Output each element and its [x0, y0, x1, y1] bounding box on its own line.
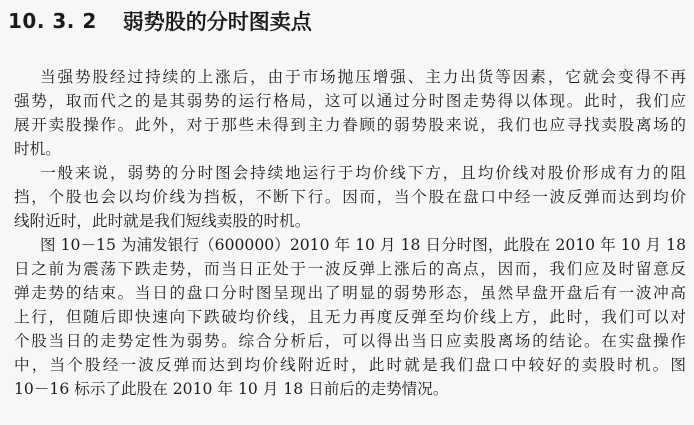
section-title: 弱势股的分时图卖点	[122, 10, 312, 34]
paragraph-2-line-1: 一般来说，弱势的分时图会持续地运行于均价线下方，且均价线对股价形成有力的阻	[40, 164, 686, 182]
section-number: 10. 3. 2	[8, 9, 97, 33]
paragraph-3-line-6: 中，当个股经一波反弹而达到均价线附近时，此时就是我们盘口中较好的卖股时机。图	[14, 356, 686, 374]
paragraph-2-line-3: 线附近时，此时就是我们短线卖股的时机。	[14, 212, 311, 230]
paragraph-3-line-5: 个股当日的走势定性为弱势。综合分析后，可以得出当日应卖股离场的结论。在实盘操作	[14, 332, 686, 350]
paragraph-1-line-2: 强势，取而代之的是其弱势的运行格局，这可以通过分时图走势得以体现。此时，我们应	[14, 92, 686, 110]
paragraph-3-line-4: 上行，但随后即快速向下跌破均价线，且无力再度反弹至均价线上方，此时，我们可以对	[14, 308, 686, 326]
paragraph-3-line-2: 日之前为震荡下跌走势，而当日正处于一波反弹上涨后的高点，因而，我们应及时留意反	[14, 260, 686, 278]
paragraph-3-line-1: 图 10－15 为浦发银行（600000）2010 年 10 月 18 日分时图，此股在 2010 年 10 月 18	[40, 236, 686, 254]
paragraph-3-line-3: 弹走势的结束。当日的盘口分时图呈现出了明显的弱势形态，虽然早盘开盘后有一波冲高	[14, 284, 686, 302]
paragraph-1-line-3: 展开卖股操作。此外，对于那些未得到主力眷顾的弱势股来说，我们也应寻找卖股离场的	[14, 116, 686, 134]
paragraph-1-line-1: 当强势股经过持续的上涨后，由于市场抛压增强、主力出货等因素，它就会变得不再	[40, 68, 686, 86]
paragraph-1-line-4: 时机。	[14, 140, 61, 158]
body-text	[14, 65, 686, 401]
paragraph-2-line-2: 挡，个股也会以均价线为挡板，不断下行。因而，当个股在盘口中经一波反弹而达到均价	[14, 188, 686, 206]
section-heading	[8, 6, 312, 36]
paragraph-3-line-7: 10－16 标示了此股在 2010 年 10 月 18 日前后的走势情况。	[14, 380, 449, 398]
